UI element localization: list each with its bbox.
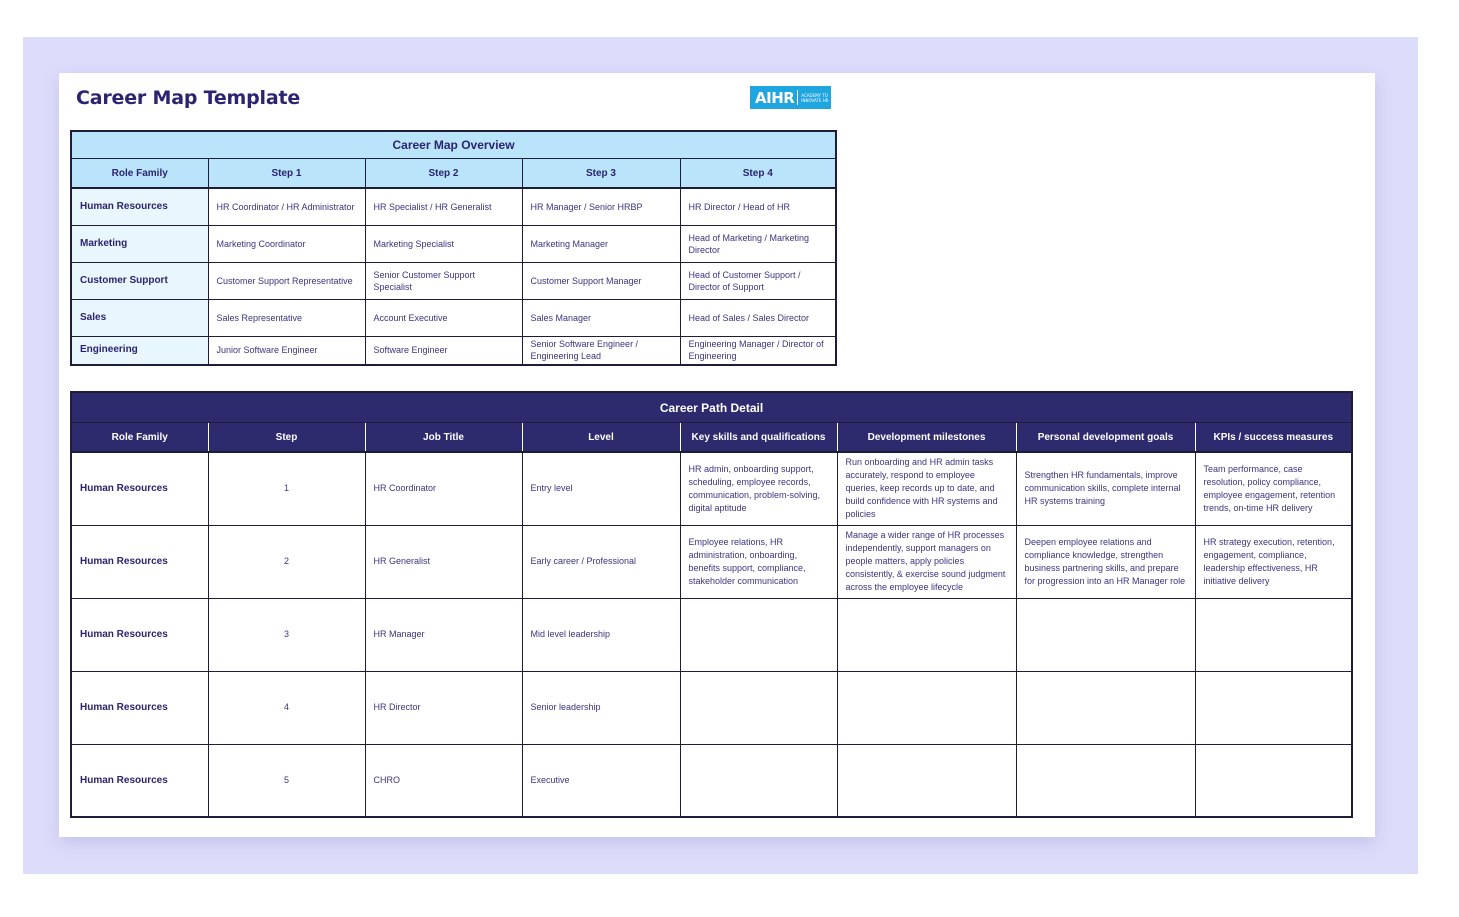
role-family-cell[interactable]: Engineering: [71, 336, 208, 365]
detail-column-header: Level: [522, 423, 680, 453]
step-cell[interactable]: Head of Marketing / Marketing Director: [680, 225, 836, 262]
step-cell[interactable]: HR Director / Head of HR: [680, 188, 836, 225]
step-cell[interactable]: 5: [208, 744, 365, 817]
overview-table-row: [71, 262, 836, 299]
detail-column-header: Step: [208, 423, 365, 453]
development-goals-cell[interactable]: Strengthen HR fundamentals, improve communication skills, complete internal HR systems training: [1016, 452, 1195, 525]
level-cell[interactable]: Entry level: [522, 452, 680, 525]
job-title-cell[interactable]: HR Manager: [365, 598, 522, 671]
step-cell[interactable]: HR Specialist / HR Generalist: [365, 188, 522, 225]
aihr-logo: [750, 86, 831, 109]
detail-column-header: Development milestones: [837, 423, 1016, 453]
overview-column-header: Role Family: [71, 159, 208, 189]
step-cell[interactable]: Head of Sales / Sales Director: [680, 299, 836, 336]
step-cell[interactable]: 2: [208, 525, 365, 598]
step-cell[interactable]: Sales Representative: [208, 299, 365, 336]
overview-column-header: Step 3: [522, 159, 680, 189]
key-skills-cell[interactable]: Employee relations, HR administration, onboarding, benefits support, compliance, stakeholder communication: [680, 525, 837, 598]
level-cell[interactable]: Mid level leadership: [522, 598, 680, 671]
detail-table-row: [71, 671, 1352, 744]
milestones-cell[interactable]: Run onboarding and HR admin tasks accurately, respond to employee queries, keep records up to date, and build confidence with HR systems and policies: [837, 452, 1016, 525]
overview-table-row: [71, 188, 836, 225]
page-title: Career Map Template: [76, 87, 301, 109]
development-goals-cell[interactable]: [1016, 598, 1195, 671]
step-cell[interactable]: Account Executive: [365, 299, 522, 336]
step-cell[interactable]: Marketing Specialist: [365, 225, 522, 262]
logo-divider: [797, 90, 798, 105]
detail-table-row: [71, 452, 1352, 525]
step-cell[interactable]: HR Coordinator / HR Administrator: [208, 188, 365, 225]
level-cell[interactable]: Senior leadership: [522, 671, 680, 744]
role-family-cell[interactable]: Marketing: [71, 225, 208, 262]
milestones-cell[interactable]: [837, 671, 1016, 744]
kpis-cell[interactable]: HR strategy execution, retention, engagement, compliance, leadership effectiveness, HR initiative delivery: [1195, 525, 1352, 598]
role-family-cell[interactable]: Sales: [71, 299, 208, 336]
overview-table-row: [71, 299, 836, 336]
step-cell[interactable]: Sales Manager: [522, 299, 680, 336]
kpis-cell[interactable]: [1195, 671, 1352, 744]
kpis-cell[interactable]: Team performance, case resolution, policy compliance, employee engagement, retention trends, on-time HR delivery: [1195, 452, 1352, 525]
key-skills-cell[interactable]: [680, 671, 837, 744]
overview-column-header: Step 2: [365, 159, 522, 189]
role-family-cell[interactable]: Human Resources: [71, 525, 208, 598]
role-family-cell[interactable]: Human Resources: [71, 188, 208, 225]
detail-table-row: [71, 744, 1352, 817]
step-cell[interactable]: 3: [208, 598, 365, 671]
key-skills-cell[interactable]: [680, 598, 837, 671]
step-cell[interactable]: Engineering Manager / Director of Engineering: [680, 336, 836, 365]
step-cell[interactable]: Marketing Manager: [522, 225, 680, 262]
overview-table-row: [71, 225, 836, 262]
key-skills-cell[interactable]: HR admin, onboarding support, scheduling, employee records, communication, problem-solving, digital aptitude: [680, 452, 837, 525]
step-cell[interactable]: Senior Software Engineer / Engineering Lead: [522, 336, 680, 365]
job-title-cell[interactable]: CHRO: [365, 744, 522, 817]
overview-caption: Career Map Overview: [71, 131, 836, 159]
step-cell[interactable]: 1: [208, 452, 365, 525]
role-family-cell[interactable]: Human Resources: [71, 452, 208, 525]
milestones-cell[interactable]: [837, 598, 1016, 671]
detail-table-row: [71, 525, 1352, 598]
overview-column-header: Step 1: [208, 159, 365, 189]
milestones-cell[interactable]: [837, 744, 1016, 817]
job-title-cell[interactable]: HR Coordinator: [365, 452, 522, 525]
step-cell[interactable]: Junior Software Engineer: [208, 336, 365, 365]
role-family-cell[interactable]: Human Resources: [71, 744, 208, 817]
step-cell[interactable]: Software Engineer: [365, 336, 522, 365]
detail-table-row: [71, 598, 1352, 671]
key-skills-cell[interactable]: [680, 744, 837, 817]
logo-tagline-line2: INNOVATE HR: [801, 97, 829, 103]
step-cell[interactable]: Customer Support Representative: [208, 262, 365, 299]
logo-tagline: [801, 93, 828, 103]
step-cell[interactable]: Head of Customer Support / Director of Support: [680, 262, 836, 299]
logo-tagline-line1: ACADEMY TO: [801, 92, 828, 98]
detail-column-header: Key skills and qualifications: [680, 423, 837, 453]
overview-column-header: Step 4: [680, 159, 836, 189]
detail-column-header: KPIs / success measures: [1195, 423, 1352, 453]
role-family-cell[interactable]: Human Resources: [71, 671, 208, 744]
job-title-cell[interactable]: HR Director: [365, 671, 522, 744]
level-cell[interactable]: Executive: [522, 744, 680, 817]
development-goals-cell[interactable]: [1016, 744, 1195, 817]
step-cell[interactable]: HR Manager / Senior HRBP: [522, 188, 680, 225]
step-cell[interactable]: Senior Customer Support Specialist: [365, 262, 522, 299]
level-cell[interactable]: Early career / Professional: [522, 525, 680, 598]
role-family-cell[interactable]: Customer Support: [71, 262, 208, 299]
role-family-cell[interactable]: Human Resources: [71, 598, 208, 671]
detail-column-header: Personal development goals: [1016, 423, 1195, 453]
kpis-cell[interactable]: [1195, 598, 1352, 671]
logo-wordmark: AIHR: [755, 88, 795, 107]
milestones-cell[interactable]: Manage a wider range of HR processes independently, support managers on people matters, apply policies consistently, & exercise sound judgment across the employee lifecycle: [837, 525, 1016, 598]
kpis-cell[interactable]: [1195, 744, 1352, 817]
development-goals-cell[interactable]: [1016, 671, 1195, 744]
career-map-overview-table: [70, 130, 837, 366]
overview-table-row: [71, 336, 836, 365]
detail-column-header: Job Title: [365, 423, 522, 453]
step-cell[interactable]: 4: [208, 671, 365, 744]
detail-column-header: Role Family: [71, 423, 208, 453]
job-title-cell[interactable]: HR Generalist: [365, 525, 522, 598]
step-cell[interactable]: Customer Support Manager: [522, 262, 680, 299]
development-goals-cell[interactable]: Deepen employee relations and compliance knowledge, strengthen business partnering skills, and prepare for progression into an HR Manager role: [1016, 525, 1195, 598]
detail-caption: Career Path Detail: [71, 392, 1352, 423]
step-cell[interactable]: Marketing Coordinator: [208, 225, 365, 262]
career-path-detail-table: [70, 391, 1353, 818]
